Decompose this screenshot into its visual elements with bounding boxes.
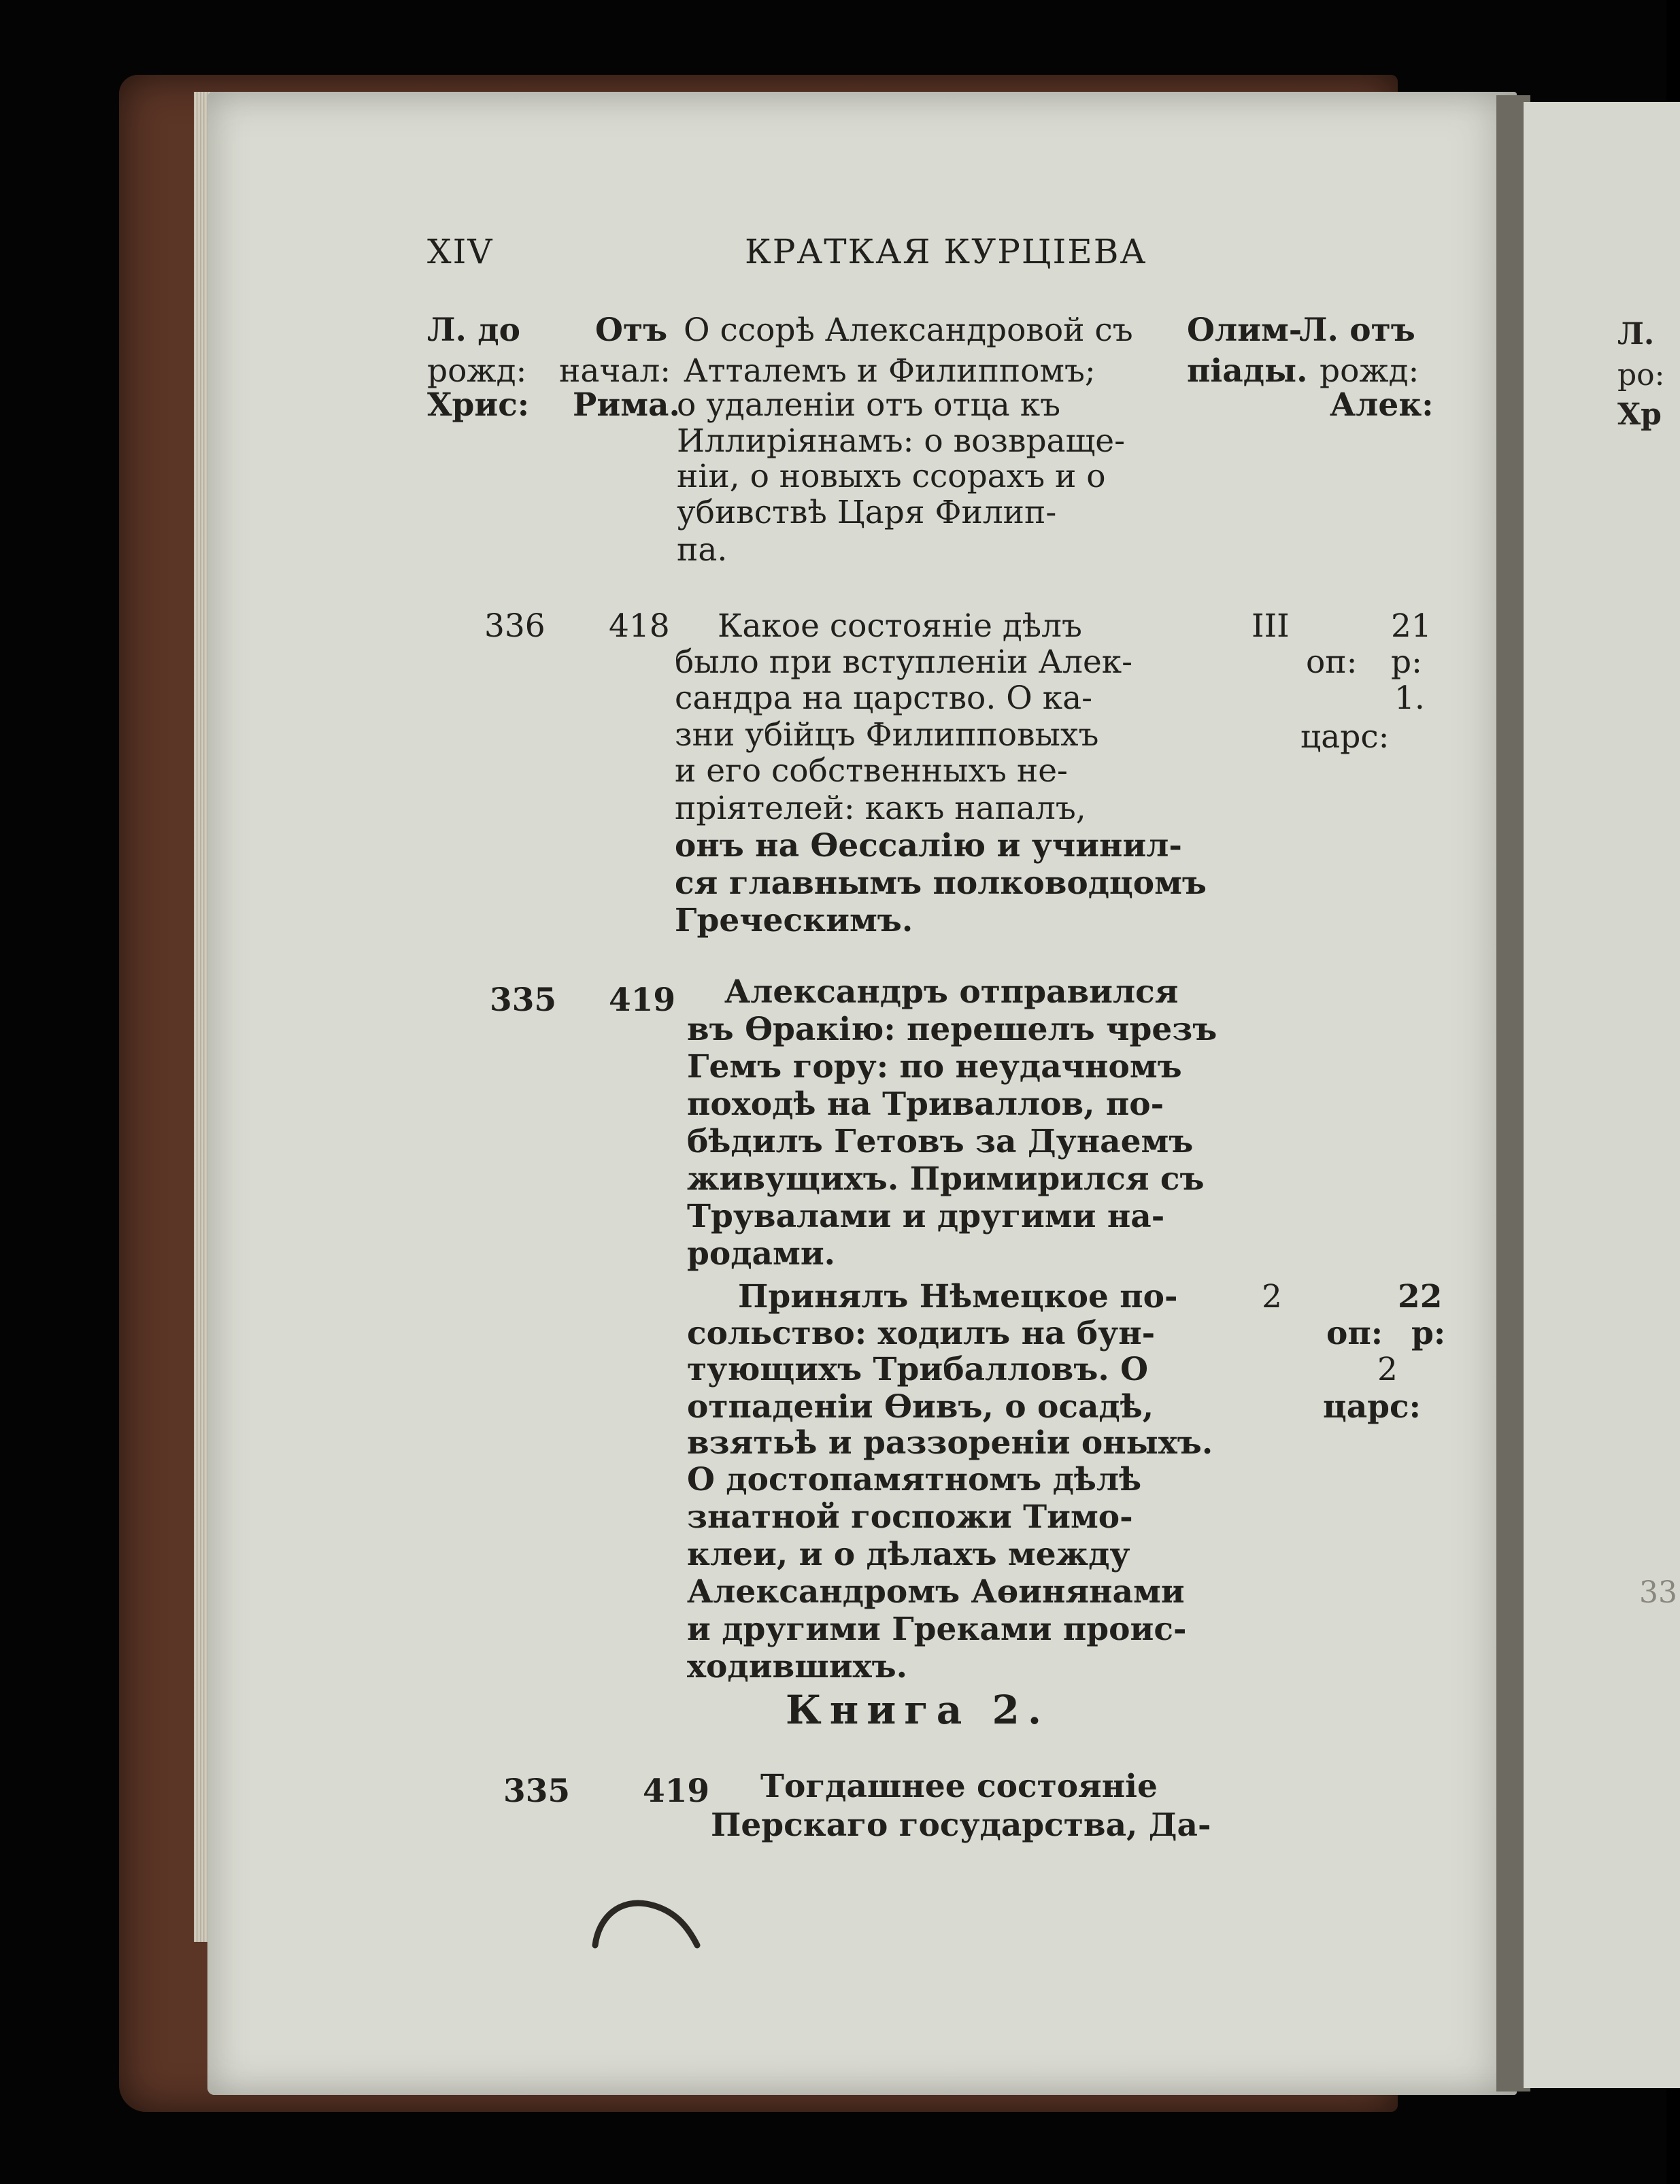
entry-line: родами. [687, 1235, 836, 1273]
entry-line: О ссорѣ Александровой съ [684, 312, 1133, 349]
entry-line: О достопамятномъ дѣлѣ [687, 1461, 1142, 1498]
entry-line: и его собственныхъ не- [675, 752, 1068, 790]
entry-line: Александромъ Аөинянами [687, 1573, 1185, 1611]
entry-line: ніи, о новыхъ ссорахъ и о [677, 458, 1106, 495]
entry-line: сандра на царство. О ка- [675, 679, 1092, 717]
entry-line: Тогдашнее состояніе [760, 1768, 1158, 1805]
entry-line: Какое состояніе дѣлъ [718, 607, 1082, 645]
col-head-olympiad: Олим- [1187, 312, 1303, 349]
entry-line: убивствѣ Царя Филип- [677, 494, 1057, 531]
rome-year: 418 [609, 607, 670, 645]
entry-line: па. [677, 531, 728, 569]
entry-line: онъ на Өессалію и учинил- [675, 827, 1182, 864]
entry-line: Перскаго государства, Да- [711, 1807, 1211, 1844]
col-head-olympiad: піады. [1187, 352, 1308, 390]
rome-year: 419 [643, 1773, 710, 1810]
entry-line: Трувалами и другими на- [687, 1198, 1165, 1235]
book-heading: Книга 2. [786, 1687, 1050, 1733]
olympiad-number: III [1251, 607, 1290, 645]
right-page-fragment: ро: [1617, 358, 1665, 392]
alex-year: 2 [1377, 1351, 1398, 1388]
right-page-fragment: Л. [1617, 317, 1655, 352]
running-title: КРАТКАЯ КУРЦІЕВА [745, 232, 1147, 271]
entry-line: прiятелей: какъ напалъ, [675, 790, 1086, 827]
alex-year: 22 [1398, 1278, 1443, 1315]
right-page-fragment: Хр [1617, 397, 1662, 432]
entry-line: знатной госпожи Тимо- [687, 1498, 1133, 1536]
col-head-alex: Алек: [1330, 386, 1434, 424]
entry-line: взятьѣ и раззореніи оныхъ. [687, 1424, 1213, 1462]
alex-year: р: [1411, 1315, 1446, 1352]
entry-line: зни убійцъ Филипповыхъ [675, 716, 1099, 754]
entry-line: тующихъ Трибалловъ. О [687, 1351, 1149, 1388]
entry-line: Иллирiянамъ: о возвраще- [677, 422, 1125, 460]
right-page-fragment: 33 [1639, 1575, 1677, 1610]
alex-year: р: [1391, 643, 1422, 681]
entry-line: о удаленіи отъ отца къ [677, 386, 1061, 424]
alex-year: царс: [1323, 1388, 1422, 1426]
entry-line: Александръ отправился [724, 973, 1179, 1011]
alex-year: 1. [1394, 679, 1425, 717]
entry-line: и другими Греками проис- [687, 1611, 1187, 1648]
bc-year: 336 [484, 607, 545, 645]
entry-line: ходившихъ. [687, 1648, 908, 1685]
bc-year: 335 [490, 981, 557, 1019]
col-head-alex: Л. отъ [1299, 312, 1415, 349]
entry-line: живущихъ. Примирился съ [687, 1160, 1205, 1198]
entry-line: бѣдилъ Гетовъ за Дунаемъ [687, 1123, 1194, 1160]
entry-line: походѣ на Триваллов, по- [687, 1086, 1164, 1123]
entry-line: Греческимъ. [675, 902, 913, 939]
col-head-rome: начал: [559, 352, 671, 390]
col-head-rome: Рима. [573, 386, 680, 424]
entry-line: Принялъ Нѣмецкое по- [738, 1278, 1178, 1315]
olympiad-year: оп: [1306, 643, 1358, 681]
col-head-rome: Отъ [595, 312, 668, 349]
entry-line: отпаденіи Өивъ, о осадѣ, [687, 1388, 1154, 1426]
ink-stain [585, 1877, 707, 1959]
entry-line: сольство: ходилъ на бун- [687, 1315, 1156, 1352]
alex-year: царс: [1300, 718, 1390, 756]
col-head-bc: рожд: [427, 352, 527, 390]
olympiad-number: 2 [1262, 1278, 1282, 1315]
col-head-bc: Хрис: [427, 386, 530, 424]
rome-year: 419 [609, 981, 676, 1019]
col-head-bc: Л. до [427, 312, 520, 349]
entry-line: въ Өракію: перешелъ чрезъ [687, 1011, 1217, 1048]
col-head-alex: рожд: [1320, 352, 1419, 390]
entry-line: клеи, и о дѣлахъ между [687, 1536, 1130, 1573]
entry-line: ся главнымъ полководцомъ [675, 864, 1207, 902]
entry-line: Атталемъ и Филиппомъ; [684, 352, 1096, 390]
olympiad-year: оп: [1326, 1315, 1383, 1352]
entry-line: Гемъ гору: по неудачномъ [687, 1048, 1182, 1086]
page-number: XIV [427, 232, 494, 271]
alex-year: 21 [1391, 607, 1432, 645]
bc-year: 335 [503, 1773, 571, 1810]
entry-line: было при вступленіи Алек- [675, 643, 1133, 681]
